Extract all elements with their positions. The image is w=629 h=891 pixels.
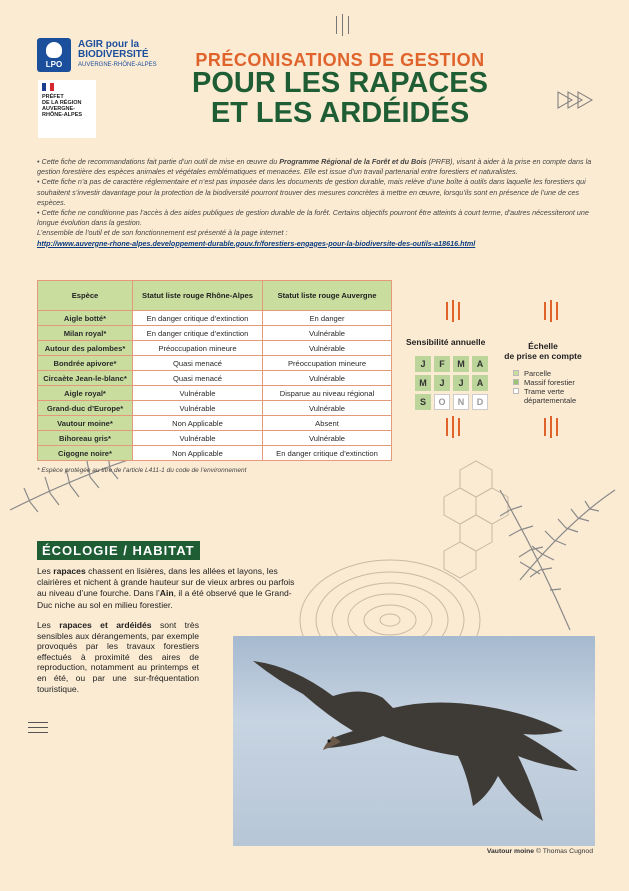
ecology-paragraph-1 [37,566,302,611]
status-rhone-alpes-cell: Non Applicable [133,416,263,431]
table-row [38,401,392,416]
intro-p1-b: Programme Régional de la Forêt et du Bois [279,157,427,166]
table-row [38,311,392,326]
scale-title [503,341,583,361]
table-footnote: * Espèce protégée au titre de l’article L411-1 du code de l’environnement [37,467,247,474]
page-kicker: PRÉCONISATIONS DE GESTION [195,50,485,70]
table-row [38,356,392,371]
lpo-label: LPO [45,60,63,69]
intro-p4: L’ensemble de l’outil et de son fonctionnement est présenté à la page internet : [37,228,288,238]
status-auvergne-cell: Vulnérable [263,326,392,341]
french-flag-icon [42,83,54,91]
status-rhone-alpes-cell: En danger critique d’extinction [133,326,263,341]
table-row [38,446,392,461]
month-cell: O [434,394,450,410]
month-cell: S [415,394,431,410]
puffin-icon [46,42,62,58]
decor-line [348,16,349,34]
agir-line1: AGIR pour la [78,39,140,50]
scale-legend-item [513,369,590,378]
decor-line [550,300,552,322]
p1-c: chassent en lisières, dans les allées et layons, les clairières et nichent à grande hauteur sur de vieux arbres ou parfois au niveau d’une fourche. Dans l’ [37,566,295,599]
month-cell: F [434,356,450,372]
intro-p1-c: (PRFB), visant à aider à la prise en compte dans la gestion forestière des espèces animales et végétales emblématiques et menacées. Elle est issue d’un travail partenarial entre forestiers et naturalistes. [37,157,592,177]
species-cell: Grand-duc d’Europe* [38,401,133,416]
agir-line2: BIODIVERSITÉ [78,49,149,60]
status-auvergne-cell: Préoccupation mineure [263,356,392,371]
month-cell: A [472,375,488,391]
species-cell: Bihoreau gris* [38,431,133,446]
intro-p1-a: • Cette fiche de recommandations fait partie d’un outil de mise en œuvre du [37,157,280,166]
sensibility-title: Sensibilité annuelle [406,337,486,347]
status-auvergne-cell: Disparue au niveau régional [263,386,392,401]
section-title: ÉCOLOGIE / HABITAT [37,541,200,560]
species-cell: Circaète Jean-le-blanc* [38,371,133,386]
agir-line3: AUVERGNE-RHÔNE-ALPES [78,62,157,68]
intro-p2: • Cette fiche n’a pas de caractère réglementaire et n’est pas imposée dans les documents de gestion durable, mais relève d’une boîte à outils dans laquelle les forestiers qui souhaitent s’investir davantage pour la protection de la biodiversité pourront trouver des mesures concrètes à mettre en œuvre, lorsqu’ils sont en présence de l’une de ces espèces. [37,177,586,207]
header-rhone-alpes: Statut liste rouge Rhône-Alpes [133,281,263,311]
month-cell: M [415,375,431,391]
scale-legend-item [513,387,590,405]
scale-legend [513,369,590,405]
status-rhone-alpes-cell: Préoccupation mineure [133,341,263,356]
scale-title-line2: de prise en compte [504,351,582,361]
species-cell: Vautour moine* [38,416,133,431]
vulture-photo [233,636,595,846]
page-title [140,68,540,128]
title-line1: POUR LES RAPACES [192,67,488,99]
table-row [38,371,392,386]
species-cell: Milan royal* [38,326,133,341]
arrows-icon [556,90,594,110]
month-cell: N [453,394,469,410]
status-auvergne-cell: En danger critique d’extinction [263,446,392,461]
status-table [37,280,392,461]
month-cell: M [453,356,469,372]
month-cell: J [434,375,450,391]
month-cell: J [453,375,469,391]
prefet-line: PRÉFET [42,94,64,100]
decor-line [556,302,558,320]
legend-swatch [513,370,519,376]
table-row [38,326,392,341]
status-auvergne-cell: Vulnérable [263,431,392,446]
table-row [38,416,392,431]
p1-d: Ain [159,588,174,599]
p1-a: Les [37,566,54,576]
species-cell: Aigle royal* [38,386,133,401]
table-row [38,431,392,446]
scale-legend-item [513,378,590,387]
table-row [38,341,392,356]
p2-b: rapaces et ardéidés [59,620,152,630]
decor-line [336,16,337,34]
status-auvergne-cell: Absent [263,416,392,431]
prefet-logo [38,80,96,138]
p2-a: Les [37,620,60,630]
status-auvergne-cell: Vulnérable [263,371,392,386]
prefet-line: AUVERGNE- [42,106,76,112]
status-rhone-alpes-cell: Vulnérable [133,431,263,446]
header-auvergne: Statut liste rouge Auvergne [263,281,392,311]
species-cell: Autour des palombes* [38,341,133,356]
intro-text [37,157,597,249]
lpo-logo [37,38,71,72]
p1-b: rapaces [53,566,86,576]
status-rhone-alpes-cell: Non Applicable [133,446,263,461]
month-cell: D [472,394,488,410]
decor-line [452,300,454,322]
decor-line [446,302,448,320]
agir-logo [78,40,157,70]
legend-label: Massif forestier [524,378,575,387]
table-row [38,386,392,401]
status-rhone-alpes-cell: Quasi menacé [133,356,263,371]
status-rhone-alpes-cell: Quasi menacé [133,371,263,386]
sensibility-calendar [415,356,489,410]
decor-dashes [28,722,48,733]
legend-swatch [513,379,519,385]
ecology-paragraph-2 [37,620,199,694]
legend-swatch [513,388,519,394]
decor-line [458,302,460,320]
decor-line [544,302,546,320]
status-auvergne-cell: Vulnérable [263,341,392,356]
legend-label: Parcelle [524,369,552,378]
scale-title-line1: Échelle [528,341,558,351]
status-rhone-alpes-cell: Vulnérable [133,401,263,416]
decor-line [342,14,343,36]
month-cell: J [415,356,431,372]
status-rhone-alpes-cell: Vulnérable [133,386,263,401]
species-cell: Bondrée apivore* [38,356,133,371]
status-rhone-alpes-cell: En danger critique d’extinction [133,311,263,326]
caption-species: Vautour moine [486,848,535,855]
title-line2: ET LES ARDÉIDÉS [210,97,470,129]
species-cell: Cigogne noire* [38,446,133,461]
species-cell: Aigle botté* [38,311,133,326]
caption-credit: © Thomas Cugnod [534,848,593,855]
header-species: Espèce [38,281,133,311]
p2-c: sont très sensibles aux dérangements, par exemple provoqués par les travaux forestiers effectués à proximité des aires de reproduction, notamment au printemps et en été, ou par une sur-fréquentation touristique. [37,620,199,694]
p1-e: , il a été observé que le Grand-Duc niche au sol en milieu forestier. [37,588,292,610]
intro-p3: • Cette fiche ne conditionne pas l’accès à des aides publiques de gestion durable de la forêt. Certains objectifs pourront être atteints à court terme, d’autres nécessiteront une longue évolution dans la gestion. [37,208,589,228]
status-auvergne-cell: Vulnérable [263,401,392,416]
vulture-icon [233,636,595,846]
prefet-line: RHÔNE-ALPES [42,112,83,118]
table-header-row [38,281,392,311]
month-cell: A [472,356,488,372]
photo-caption [487,848,593,855]
status-auvergne-cell: En danger [263,311,392,326]
prefet-line: DE LA RÉGION [42,100,82,106]
intro-link[interactable]: http://www.auvergne-rhone-alpes.developpement-durable.gouv.fr/forestiers-engages-pour-la-biodiversite-des-outils-a18616.html [37,238,476,248]
legend-label: Trame verte départementale [524,387,577,405]
